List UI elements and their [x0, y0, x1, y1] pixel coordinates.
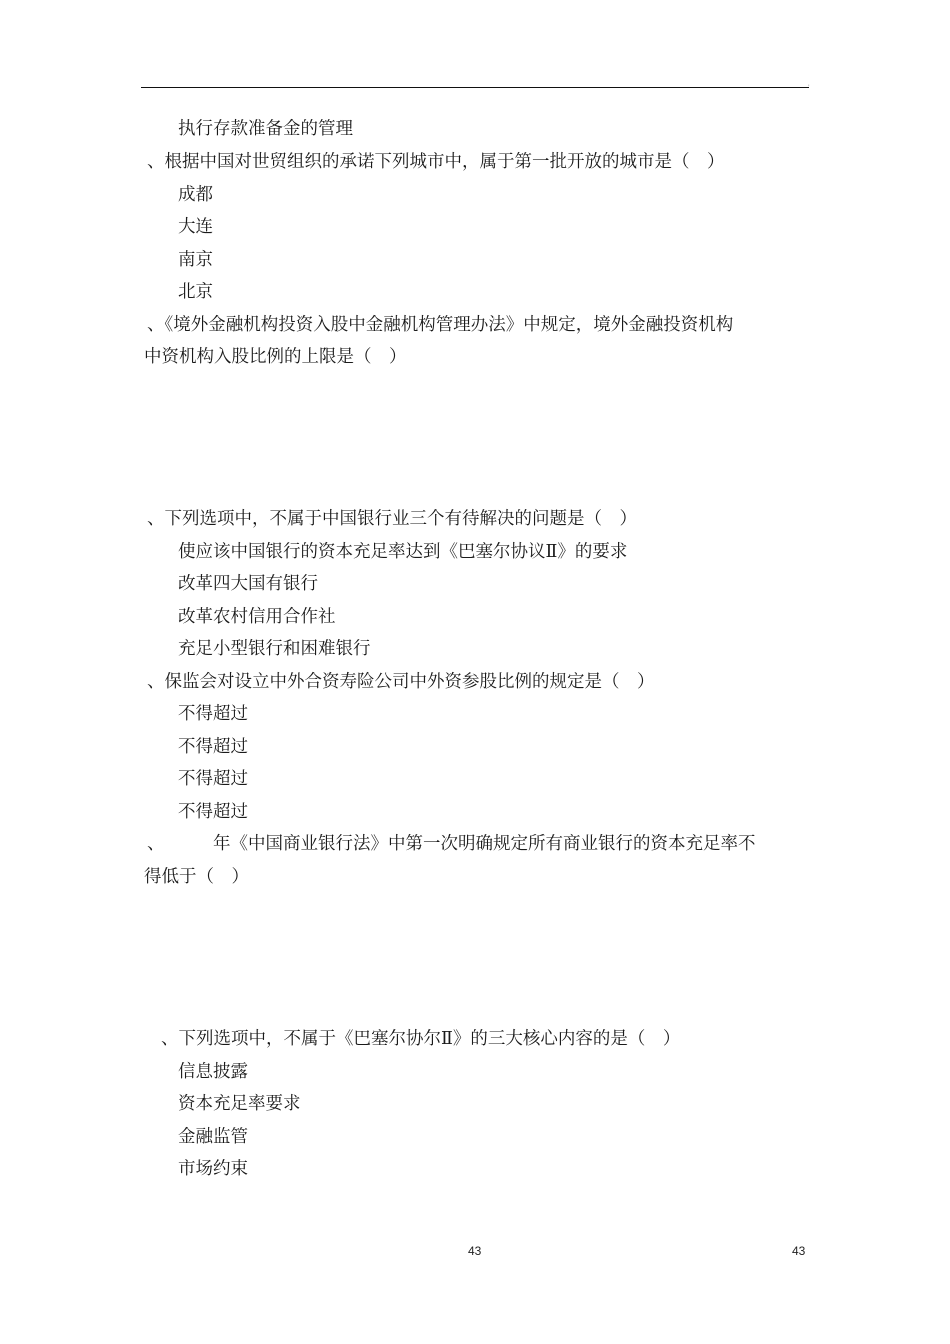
question-line: 、下列选项中，不属于中国银行业三个有待解决的问题是（ ） — [147, 509, 637, 529]
question-line: 年《中国商业银行法》中第一次明确规定所有商业银行的资本充足率不 — [213, 834, 756, 854]
option-line: 改革农村信用合作社 — [178, 607, 336, 627]
option-line: 改革四大国有银行 — [178, 574, 318, 594]
option-line: 不得超过 — [178, 737, 248, 757]
question-line: 、 — [147, 834, 165, 854]
option-line: 不得超过 — [178, 704, 248, 724]
option-line: 市场约束 — [178, 1159, 248, 1179]
page-number-right: 43 — [792, 1244, 806, 1258]
page-number-center: 43 — [468, 1244, 482, 1258]
option-line: 不得超过 — [178, 769, 248, 789]
option-line: 使应该中国银行的资本充足率达到《巴塞尔协议Ⅱ》的要求 — [178, 542, 628, 562]
header-mark: ' — [808, 84, 810, 91]
option-line: 执行存款准备金的管理 — [178, 119, 353, 139]
option-line: 信息披露 — [178, 1062, 248, 1082]
option-line: 资本充足率要求 — [178, 1094, 301, 1114]
option-line: 不得超过 — [178, 802, 248, 822]
question-line: 得低于（ ） — [144, 867, 249, 887]
option-line: 北京 — [178, 282, 213, 302]
question-line: 、保监会对设立中外合资寿险公司中外资参股比例的规定是（ ） — [147, 672, 655, 692]
option-line: 大连 — [178, 217, 213, 237]
option-line: 成都 — [178, 185, 213, 205]
option-line: 金融监管 — [178, 1127, 248, 1147]
question-line: 中资机构入股比例的上限是（ ） — [144, 347, 407, 367]
option-line: 南京 — [178, 250, 213, 270]
question-line: 、《境外金融机构投资入股中金融机构管理办法》中规定，境外金融投资机构 — [147, 315, 734, 335]
option-line: 充足小型银行和困难银行 — [178, 639, 371, 659]
header-rule — [141, 87, 809, 88]
question-line: 、下列选项中，不属于《巴塞尔协尔Ⅱ》的三大核心内容的是（ ） — [161, 1029, 681, 1049]
question-line: 、根据中国对世贸组织的承诺下列城市中，属于第一批开放的城市是（ ） — [147, 152, 725, 172]
